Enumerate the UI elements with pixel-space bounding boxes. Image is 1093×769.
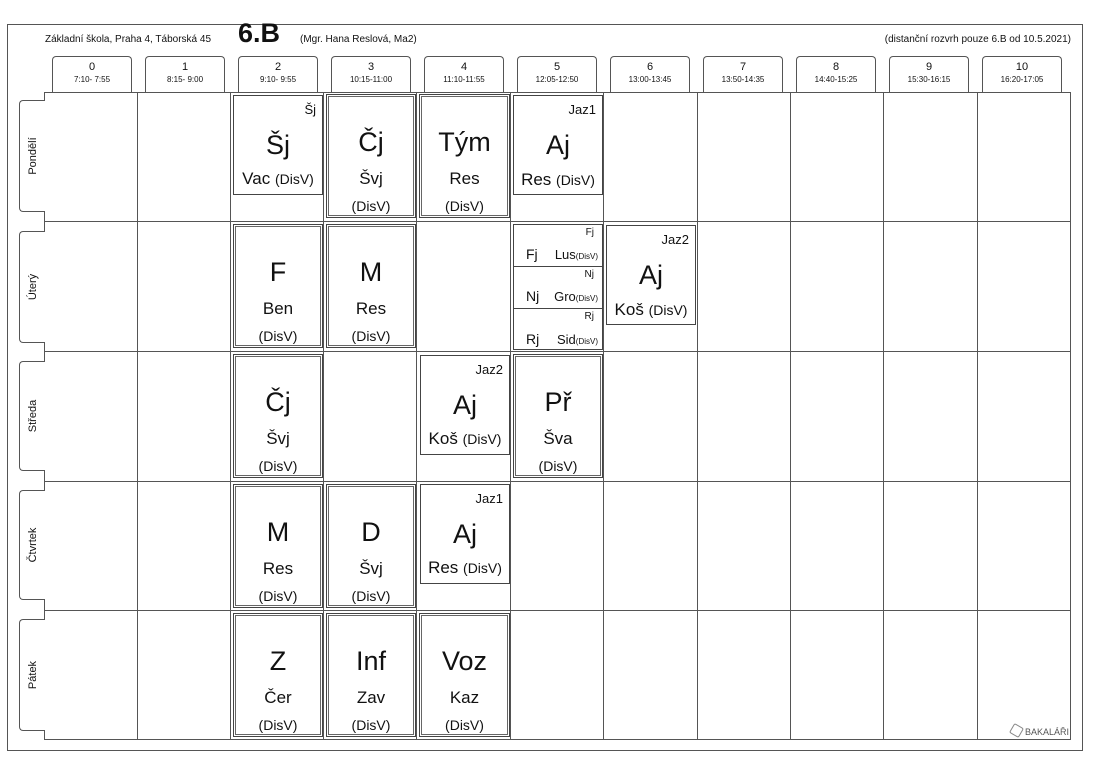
lesson-card: Př Šva (DisV) [513,354,603,478]
grid-line [510,92,511,740]
split-lesson: Rj Rj Sid(DisV) [526,311,598,347]
split-lesson: Fj Fj Lus(DisV) [514,225,602,267]
lesson-card: Inf Zav (DisV) [326,613,416,737]
lesson-card: M Res (DisV) [233,484,323,608]
split-lesson: Nj Nj Gro(DisV) [514,267,602,309]
period-header-8: 8 14:40-15:25 [796,56,876,92]
grid-line [137,92,138,740]
day-tab-wednesday: Středa [19,361,45,471]
school-name: Základní škola, Praha 4, Táborská 45 [45,34,212,45]
schedule-note: (distanční rozvrh pouze 6.B od 10.5.2021) [884,34,1071,45]
day-tab-thursday: Čtvrtek [19,490,45,600]
grid-line [323,92,324,740]
grid-line [603,92,604,740]
grid-line [977,92,978,740]
grid-line [44,351,1071,352]
period-header-9: 9 15:30-16:15 [889,56,969,92]
period-header-7: 7 13:50-14:35 [703,56,783,92]
brand-logo: BAKALÁŘI [1011,725,1069,737]
class-teacher: (Mgr. Hana Reslová, Ma2) [300,34,417,45]
grid-line [697,92,698,740]
period-header-1: 1 8:15- 9:00 [145,56,225,92]
hexagon-icon [1009,723,1024,738]
period-header-10: 10 16:20-17:05 [982,56,1062,92]
lesson-card: Čj Švj (DisV) [233,354,323,478]
day-tab-monday: Pondělí [19,100,45,212]
grid-line [230,92,231,740]
period-header-2: 2 9:10- 9:55 [238,56,318,92]
lesson-card: Z Čer (DisV) [233,613,323,737]
lesson-card: Tým Res (DisV) [419,94,510,218]
day-tab-friday: Pátek [19,619,45,731]
grid-line [44,610,1071,611]
lesson-card: Jaz1 Aj Res (DisV) [513,95,603,195]
split-lesson-card [513,224,603,350]
grid-line [416,92,417,740]
period-header-3: 3 10:15-11:00 [331,56,411,92]
period-header-4: 4 11:10-11:55 [424,56,504,92]
lesson-card: M Res (DisV) [326,224,416,348]
period-header-5: 5 12:05-12:50 [517,56,597,92]
grid-line [883,92,884,740]
lesson-card: Jaz2 Aj Koš (DisV) [420,355,510,455]
lesson-card: Voz Kaz (DisV) [419,613,510,737]
lesson-card: Čj Švj (DisV) [326,94,416,218]
period-header-6: 6 13:00-13:45 [610,56,690,92]
grid-line [790,92,791,740]
day-tab-tuesday: Úterý [19,231,45,343]
period-header-0: 0 7:10- 7:55 [52,56,132,92]
class-name: 6.B [238,18,281,48]
lesson-card: F Ben (DisV) [233,224,323,348]
lesson-card: D Švj (DisV) [326,484,416,608]
grid-line [44,481,1071,482]
grid-line [44,221,1071,222]
lesson-card: Šj Šj Vac (DisV) [233,95,323,195]
lesson-card: Jaz1 Aj Res (DisV) [420,484,510,584]
lesson-card: Jaz2 Aj Koš (DisV) [606,225,696,325]
